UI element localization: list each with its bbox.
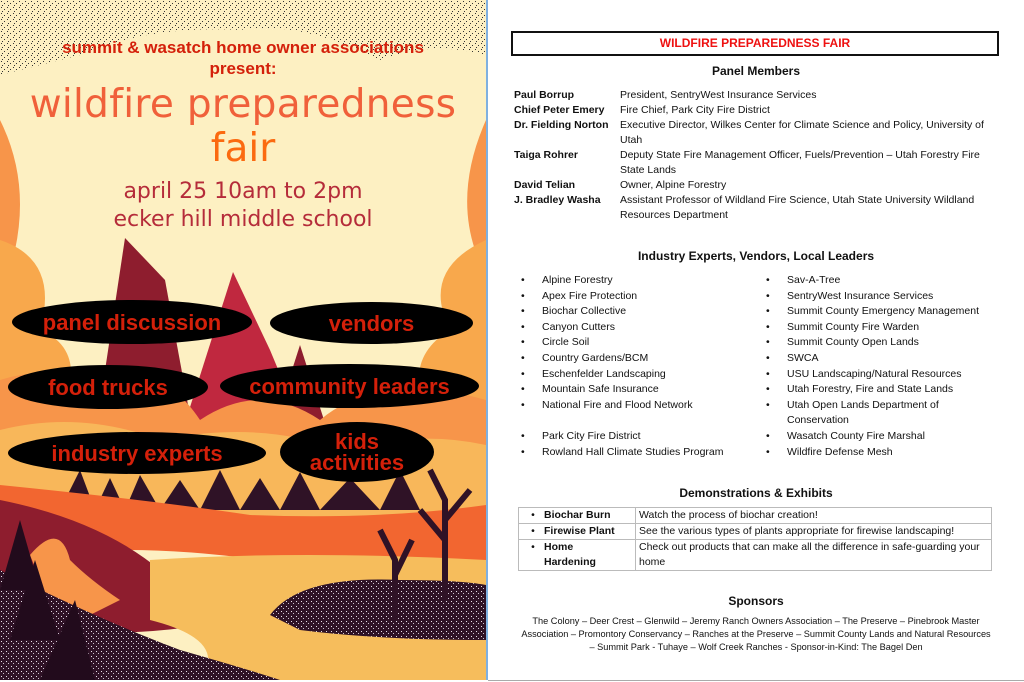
bullet-icon: •	[531, 509, 535, 521]
member-role: Executive Director, Wilkes Center for Climate Science and Policy, University of Utah	[620, 119, 984, 146]
member-name: Dr. Fielding Norton	[514, 119, 609, 131]
list-item: • Park City Fire District	[518, 429, 758, 445]
table-row	[519, 524, 992, 540]
list-item: • Summit County Fire Warden	[763, 320, 1003, 336]
experts-list-left	[518, 273, 758, 460]
bullet-icon: •	[531, 541, 535, 553]
table-row	[519, 540, 992, 571]
event-date-time: april 25 10am to 2pm	[123, 179, 363, 204]
event-venue: ecker hill middle school	[113, 207, 373, 232]
event-details	[0, 178, 486, 234]
event-poster	[0, 0, 488, 680]
feature-panel-discussion: panel discussion	[12, 300, 252, 344]
demo-name-cell	[519, 524, 636, 540]
list-item: • Mountain Safe Insurance	[518, 382, 758, 398]
table-row	[519, 508, 992, 524]
list-item: • Alpine Forestry	[518, 273, 758, 289]
list-item: • Canyon Cutters	[518, 320, 758, 336]
member-role: Fire Chief, Park City Fire District	[620, 104, 770, 116]
demo-desc: Check out products that can make all the difference in safe-guarding your home	[636, 540, 992, 571]
panel-members-list	[514, 88, 1004, 223]
poster-title-fair: fair	[210, 126, 276, 171]
member-name: Taiga Rohrer	[514, 149, 578, 161]
list-item: • USU Landscaping/Natural Resources	[763, 367, 1003, 383]
list-item: • Wildfire Defense Mesh	[763, 445, 1003, 461]
experts-list-right	[763, 273, 1003, 460]
demo-desc: See the various types of plants appropriate for firewise landscaping!	[636, 524, 992, 540]
member-role: Deputy State Fire Management Officer, Fuels/Prevention – Utah Forestry Fire State Lands	[620, 149, 980, 176]
bullet-icon: •	[531, 525, 535, 537]
demo-name-cell	[519, 540, 636, 571]
member-role: President, SentryWest Insurance Services	[620, 89, 817, 101]
demo-desc: Watch the process of biochar creation!	[636, 508, 992, 524]
list-item: • Summit County Emergency Management	[763, 304, 1003, 320]
feature-community-leaders: community leaders	[220, 364, 479, 408]
panel-members-heading: Panel Members	[711, 64, 801, 78]
document-title: WILDFIRE PREPAREDNESS FAIR	[511, 31, 999, 56]
demo-name: Firewise Plant	[544, 525, 615, 537]
list-item: • Wasatch County Fire Marshal	[763, 429, 1003, 445]
experts-heading: Industry Experts, Vendors, Local Leaders	[637, 249, 875, 263]
list-item: • SentryWest Insurance Services	[763, 289, 1003, 305]
list-item: • National Fire and Flood Network	[518, 398, 758, 414]
feature-food-trucks: food trucks	[8, 365, 208, 409]
panel-member	[514, 178, 1004, 193]
list-item: • Utah Forestry, Fire and State Lands	[763, 382, 1003, 398]
list-item: • Circle Soil	[518, 335, 758, 351]
panel-member	[514, 193, 1004, 223]
panel-member	[514, 103, 1004, 118]
feature-industry-experts: industry experts	[8, 432, 266, 474]
list-item: • Eschenfelder Landscaping	[518, 367, 758, 383]
sponsors-list: The Colony – Deer Crest – Glenwild – Jeremy Ranch Owners Association – The Preserve – Pinebrook Master Association – Promontory Conservancy – Ranches at the Preserve – Summit County Lands and Natural Resources – Summit Park - Tuhaye – Wolf Creek Ranches - Sponsor-in-Kind: The Bagel Den	[521, 616, 991, 653]
member-name: Paul Borrup	[514, 89, 575, 101]
member-name: David Telian	[514, 179, 576, 191]
feature-vendors: vendors	[270, 302, 473, 344]
demo-name-cell	[519, 508, 636, 524]
host-line: summit & wasatch home owner associations	[62, 38, 424, 57]
demos-heading: Demonstrations & Exhibits	[679, 486, 833, 500]
poster-title: wildfire preparedness	[29, 82, 457, 127]
list-item: • SWCA	[763, 351, 1003, 367]
member-name: Chief Peter Emery	[514, 104, 605, 116]
sponsors-heading: Sponsors	[728, 594, 784, 608]
member-name: J. Bradley Washa	[514, 194, 601, 206]
list-item: • Country Gardens/BCM	[518, 351, 758, 367]
panel-member	[514, 148, 1004, 178]
panel-member	[514, 118, 1004, 148]
demos-table	[518, 507, 992, 571]
member-role: Owner, Alpine Forestry	[620, 179, 727, 191]
list-item: • Apex Fire Protection	[518, 289, 758, 305]
feature-kids-activities: kids activities	[280, 422, 434, 482]
list-item: • Rowland Hall Climate Studies Program	[518, 445, 758, 461]
host-present: present:	[209, 59, 277, 78]
demo-name: Biochar Burn	[544, 509, 611, 521]
fair-info-document	[488, 0, 1024, 681]
list-item: • Utah Open Lands Department of Conservation	[763, 398, 977, 429]
list-item: • Summit County Open Lands	[763, 335, 1003, 351]
list-item: • Sav-A-Tree	[763, 273, 1003, 289]
demo-name: Home Hardening	[544, 541, 596, 568]
list-item: • Biochar Collective	[518, 304, 758, 320]
member-role: Assistant Professor of Wildland Fire Science, Utah State University Wildland Resources Department	[620, 194, 975, 221]
panel-member	[514, 88, 1004, 103]
host-heading	[0, 37, 486, 79]
